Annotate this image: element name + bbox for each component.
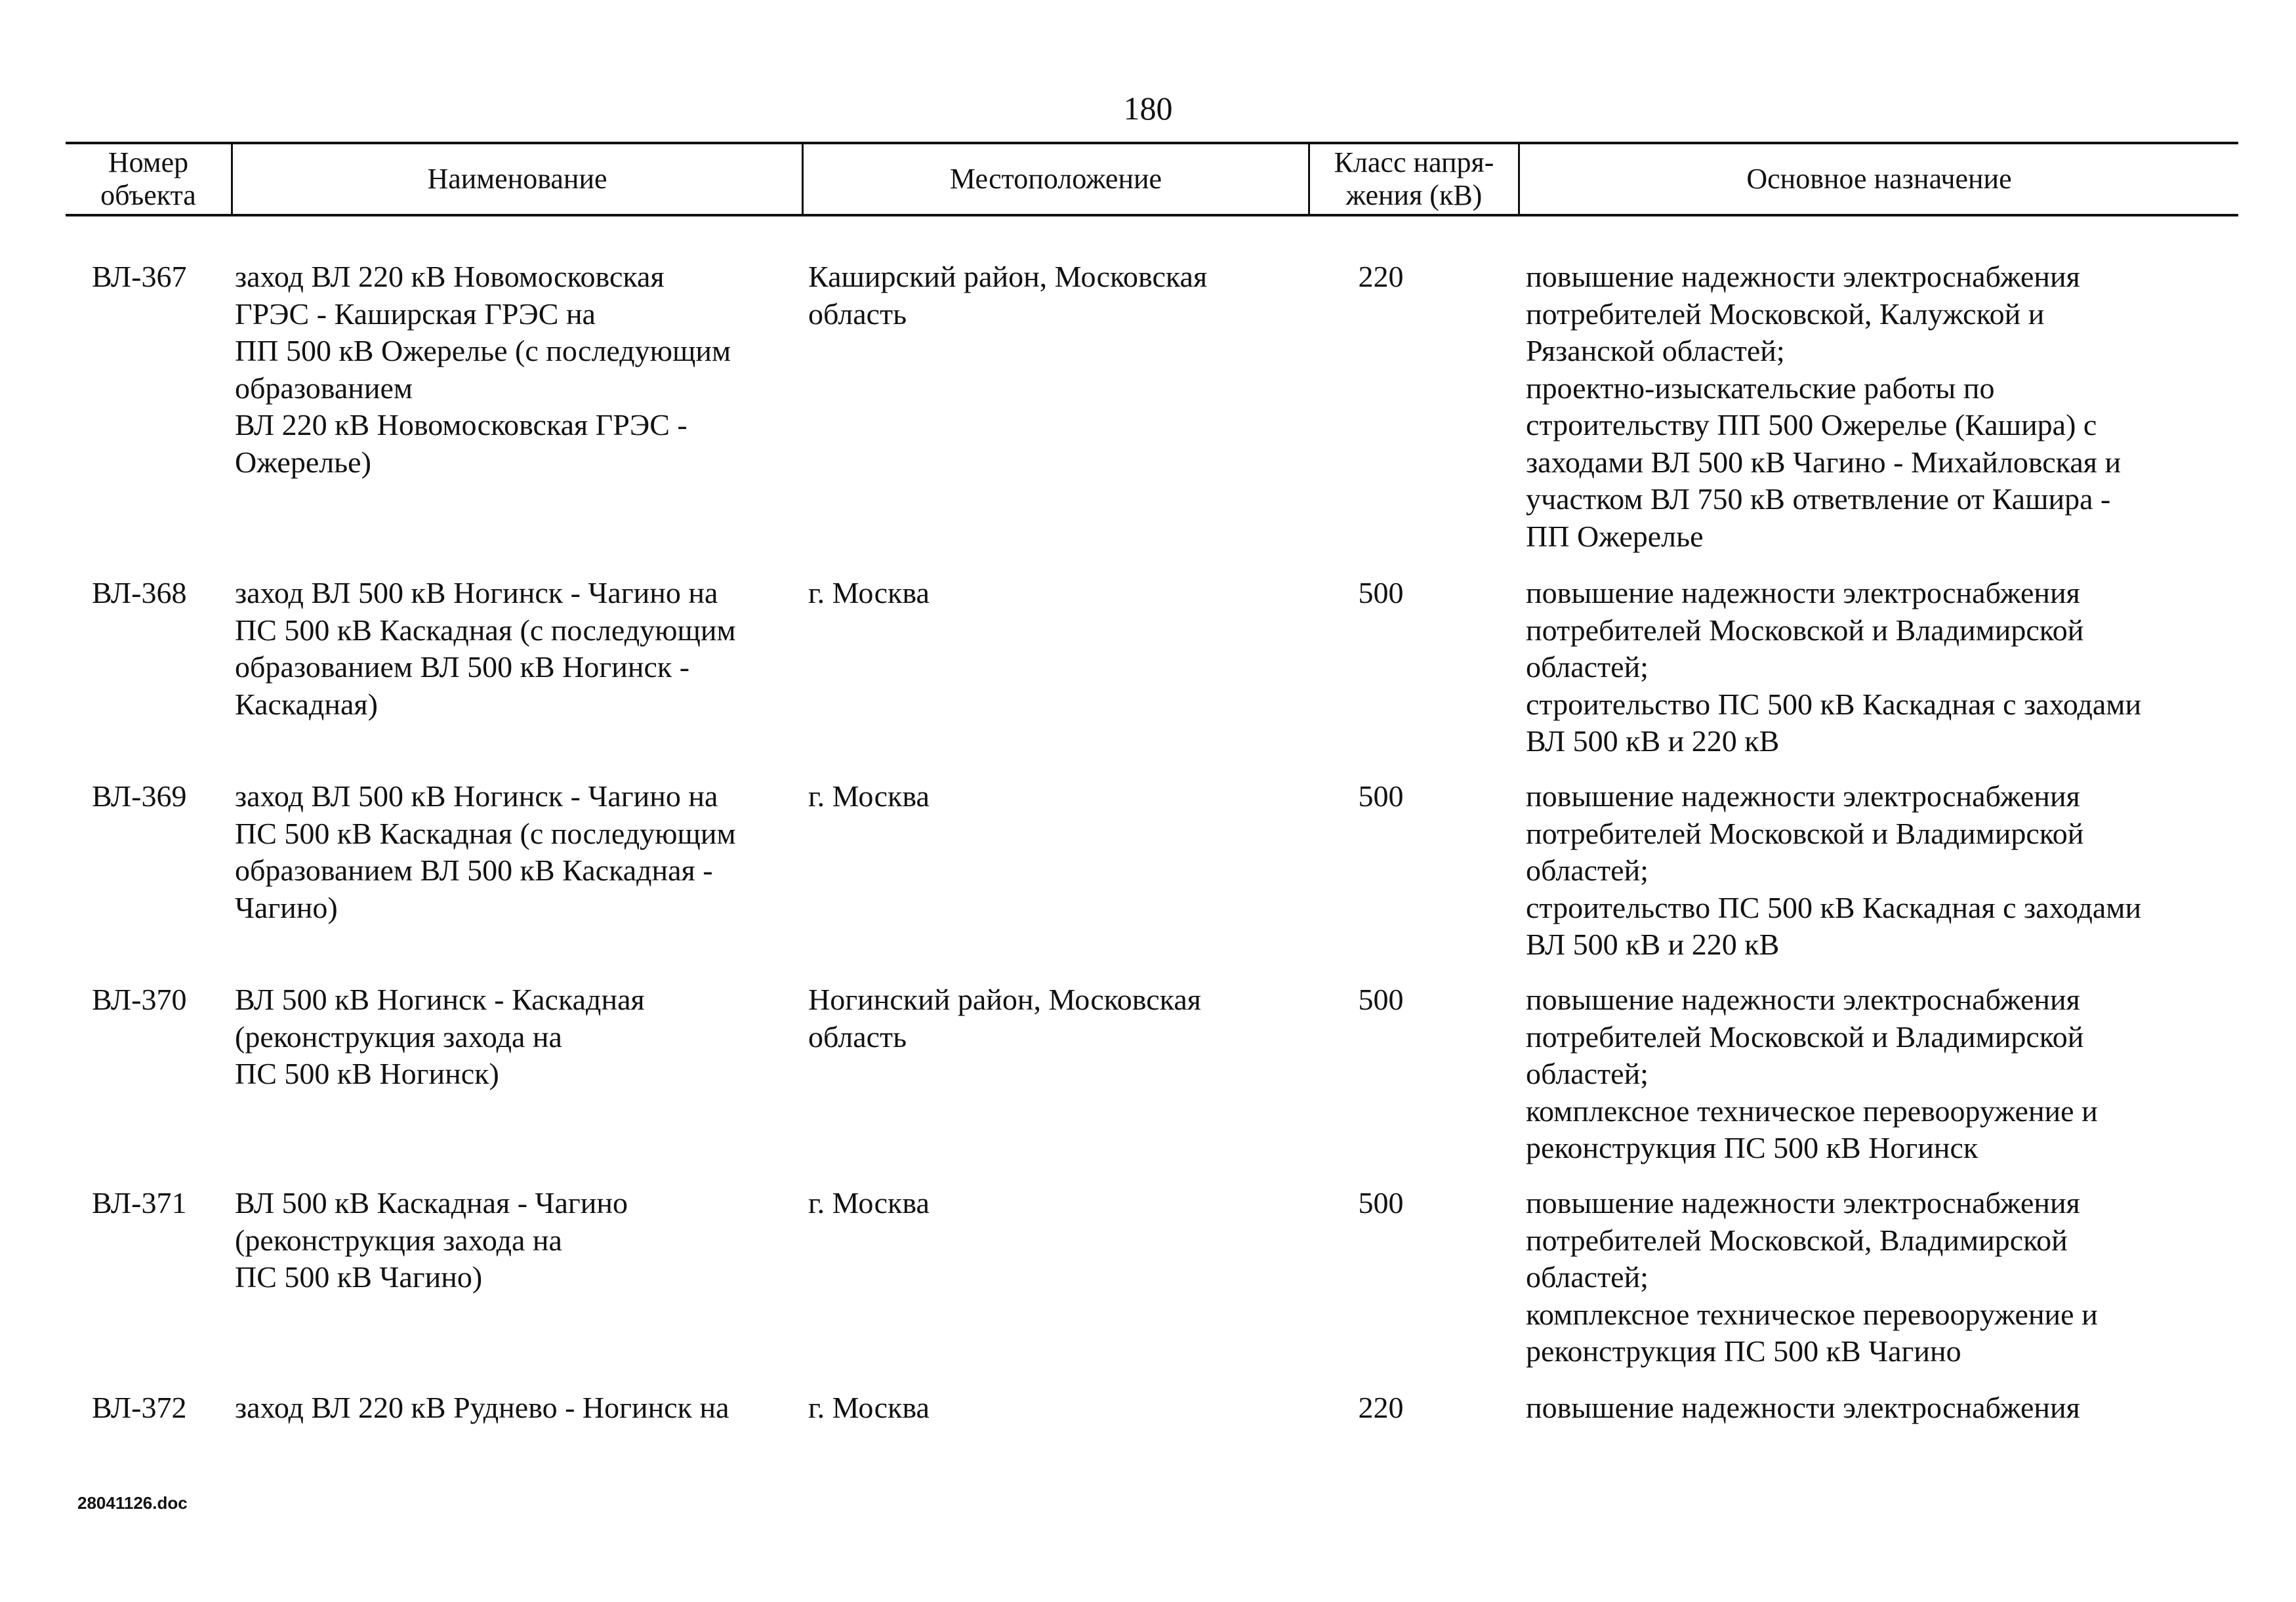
object-purpose-line: потребителей Московской, Калужской и [1526,297,2045,331]
object-location-line: г. Москва [808,1391,930,1424]
object-purpose-line: повышение надежности электроснабжения [1526,576,2080,609]
object-purpose-line: повышение надежности электроснабжения [1526,779,2080,813]
object-purpose-line: строительство ПС 500 кВ Каскадная с заходами [1526,890,2142,924]
voltage-class: 500 [1358,983,1404,1016]
object-purpose-line: потребителей Московской и Владимирской [1526,1019,2084,1054]
object-purpose-line: участком ВЛ 750 кВ ответвление от Кашира - [1526,482,2111,516]
object-purpose-line: повышение надежности электроснабжения [1526,983,2080,1016]
page-number: 180 [1123,90,1173,127]
object-name-line: Чагино) [235,890,338,924]
object-number: ВЛ-368 [92,576,187,609]
object-name-line: ВЛ 500 кВ Каскадная - Чагино [235,1186,628,1220]
object-name-line: ВЛ 220 кВ Новомосковская ГРЭС - [235,408,687,442]
object-name-line: ПС 500 кВ Каскадная (с последующим [235,613,736,647]
object-purpose-line: областей; [1526,853,1649,887]
object-purpose-line: областей; [1526,1260,1649,1294]
header-object-number [66,144,231,214]
object-purpose-line: повышение надежности электроснабжения [1526,1186,2080,1220]
object-name-line: (реконструкция захода на [235,1223,562,1257]
table-header [66,142,2238,216]
object-name-line: (реконструкция захода на [235,1019,562,1054]
object-location [808,778,930,815]
voltage-class: 500 [1358,1186,1404,1220]
object-location [808,575,930,612]
object-location [808,1185,930,1222]
object-location-line: г. Москва [808,576,930,609]
header-voltage-line: Класс напря- [1334,146,1494,178]
object-purpose-line: повышение надежности электроснабжения [1526,1391,2080,1424]
object-location [808,258,1207,333]
object-name-line: ВЛ 500 кВ Ногинск - Каскадная [235,983,645,1016]
object-purpose-line: ПП Ожерелье [1526,519,1704,553]
object-name [235,575,736,723]
footer-filename: 28041126.doc [77,1493,188,1513]
object-purpose [1526,258,2121,555]
object-location-line: область [808,297,907,331]
object-name [235,778,736,926]
object-purpose [1526,778,2141,964]
header-name-label: Наименование [427,163,607,195]
header-location-label: Местоположение [949,163,1162,195]
object-purpose-line: реконструкция ПС 500 кВ Чагино [1526,1334,1961,1368]
voltage-class: 220 [1358,1391,1404,1424]
object-purpose-line: комплексное техническое перевооружение и [1526,1297,2098,1331]
object-name-line: Каскадная) [235,687,378,721]
object-name-line: заход ВЛ 220 кВ Руднево - Ногинск на [235,1391,729,1424]
object-name [235,258,731,481]
object-number: ВЛ-371 [92,1186,187,1220]
object-location-line: Каширский район, Московская [808,260,1208,293]
object-purpose-line: заходами ВЛ 500 кВ Чагино - Михайловская и [1526,445,2122,479]
object-location-line: Ногинский район, Московская [808,983,1201,1016]
object-location [808,1389,930,1427]
object-number: ВЛ-370 [92,983,187,1016]
object-purpose-line: ВЛ 500 кВ и 220 кВ [1526,724,1780,758]
object-purpose-line: повышение надежности электроснабжения [1526,260,2080,293]
object-purpose-line: потребителей Московской и Владимирской [1526,613,2084,647]
header-name [231,144,802,214]
object-number: ВЛ-372 [92,1391,187,1424]
object-name-line: Ожерелье) [235,445,371,479]
object-number: ВЛ-369 [92,779,187,813]
header-purpose-label: Основное назначение [1746,163,2012,195]
voltage-class: 220 [1358,260,1404,293]
object-purpose-line: проектно-изыскательские работы по [1526,371,1995,405]
object-name-line: ГРЭС - Каширская ГРЭС на [235,297,596,331]
object-purpose-line: комплексное техническое перевооружение и [1526,1094,2098,1128]
object-name-line: ПС 500 кВ Чагино) [235,1260,483,1294]
header-location [802,144,1308,214]
object-location-line: область [808,1019,907,1054]
object-name-line: образованием ВЛ 500 кВ Каскадная - [235,853,713,887]
header-object-number-line: Номер [108,146,189,178]
object-name-line: заход ВЛ 220 кВ Новомосковская [235,260,665,293]
object-name-line: заход ВЛ 500 кВ Ногинск - Чагино на [235,779,718,813]
object-name-line: ПС 500 кВ Каскадная (с последующим [235,816,736,850]
object-name [235,981,645,1093]
object-number: ВЛ-367 [92,260,187,293]
object-purpose-line: строительство ПС 500 кВ Каскадная с заходами [1526,687,2142,721]
object-name-line: образованием ВЛ 500 кВ Ногинск - [235,650,690,684]
header-object-number-line: объекта [100,179,196,211]
object-location [808,981,1201,1056]
object-location-line: г. Москва [808,779,930,813]
header-voltage-class [1308,144,1518,214]
object-purpose-line: строительству ПП 500 Ожерелье (Кашира) с [1526,408,2097,442]
voltage-class: 500 [1358,779,1404,813]
object-purpose-line: областей; [1526,650,1649,684]
object-purpose-line: потребителей Московской, Владимирской [1526,1223,2068,1257]
object-purpose [1526,981,2098,1167]
object-location-line: г. Москва [808,1186,930,1220]
object-name [235,1389,729,1427]
header-purpose [1518,144,2238,214]
object-purpose-line: областей; [1526,1057,1649,1090]
object-name-line: заход ВЛ 500 кВ Ногинск - Чагино на [235,576,718,609]
object-name-line: образованием [235,371,413,405]
object-purpose [1526,575,2141,760]
object-purpose-line: ВЛ 500 кВ и 220 кВ [1526,928,1780,961]
object-purpose-line: Рязанской областей; [1526,334,1785,367]
header-voltage-line: жения (кВ) [1345,179,1483,211]
object-name-line: ПП 500 кВ Ожерелье (с последующим [235,334,731,367]
object-purpose [1526,1185,2098,1370]
voltage-class: 500 [1358,576,1404,609]
object-purpose-line: потребителей Московской и Владимирской [1526,816,2084,850]
object-purpose [1526,1389,2080,1427]
object-name [235,1185,628,1296]
object-name-line: ПС 500 кВ Ногинск) [235,1057,499,1090]
object-purpose-line: реконструкция ПС 500 кВ Ногинск [1526,1131,1978,1164]
